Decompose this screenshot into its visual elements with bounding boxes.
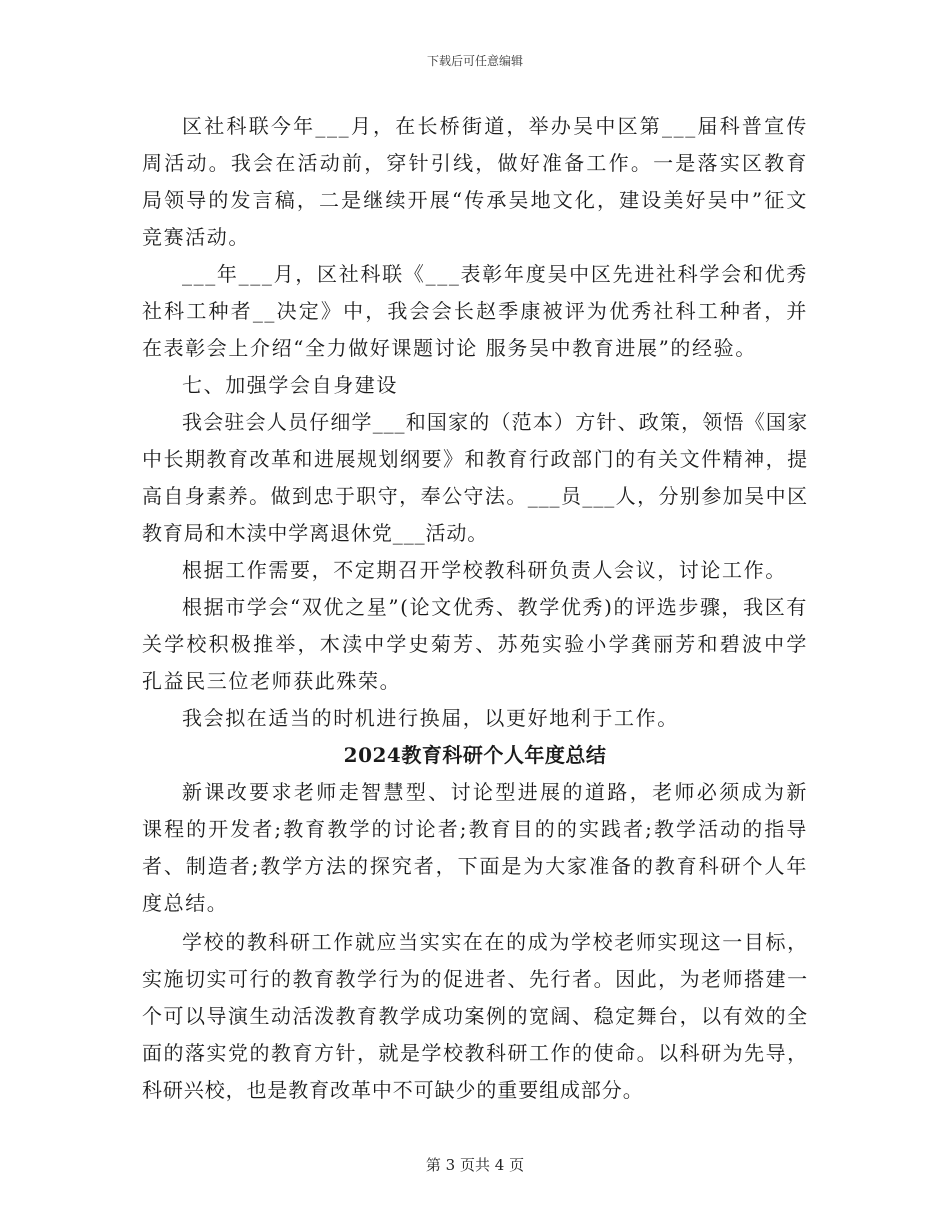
paragraph-commendation: ___年___月，区社科联《___表彰年度吴中区先进社科学会和优秀社科工种者__决定》中，我会会长赵季康被评为优秀社科工种者，并在表彰会上介绍“全力做好课题讨论 服务吴中教育进展”的经验。	[142, 262, 808, 360]
paragraph-meetings: 根据工作需要，不定期召开学校教科研负责人会议，讨论工作。	[182, 558, 787, 582]
paragraph-awards: 根据市学会“双优之星”(论文优秀、教学优秀)的评选步骤，我区有关学校积极推举，木渎中学史菊芳、苏苑实验小学龚丽芳和碧波中学孔益民三位老师获此殊荣。	[142, 595, 808, 693]
page-footer: 第 3 页共 4 页	[425, 1156, 525, 1174]
paragraph-new-curriculum: 新课改要求老师走智慧型、讨论型进展的道路，老师必须成为新课程的开发者;教育教学的讨论者;教育目的的实践者;教学活动的指导者、制造者;教学方法的探究者，下面是为大家准备的教育科研个人年度总结。	[142, 780, 808, 915]
paragraph-research-mission: 学校的教科研工作就应当实实在在的成为学校老师实现这一目标，实施切实可行的教育教学行为的促进者、先行者。因此，为老师搭建一个可以导演生动活泼教育教学成功案例的宽阔、稳定舞台，以有效的全面的落实党的教育方针，就是学校教科研工作的使命。以科研为先导，科研兴校，也是教育改革中不可缺少的重要组成部分。	[142, 930, 808, 1102]
section-heading-self-building: 七、加强学会自身建设	[182, 373, 398, 397]
page-header: 下载后可任意编辑	[426, 54, 523, 68]
paragraph-election: 我会拟在适当的时机进行换届，以更好地利于工作。	[182, 706, 679, 730]
paragraph-staff-study: 我会驻会人员仔细学___和国家的（范本）方针、政策，领悟《国家中长期教育改革和进展规划纲要》和教育行政部门的有关文件精神，提高自身素养。做到忠于职守，奉公守法。___员___人，分别参加吴中区教育局和木渎中学离退休党___活动。	[142, 410, 808, 545]
section-title: 2024教育科研个人年度总结	[343, 743, 607, 767]
document-body	[142, 108, 808, 1109]
paragraph-science-week: 区社科联今年___月，在长桥街道，举办吴中区第___届科普宣传周活动。我会在活动前，穿针引线，做好准备工作。一是落实区教育局领导的发言稿，二是继续开展“传承吴地文化，建设美好吴中”征文竞赛活动。	[142, 114, 808, 249]
